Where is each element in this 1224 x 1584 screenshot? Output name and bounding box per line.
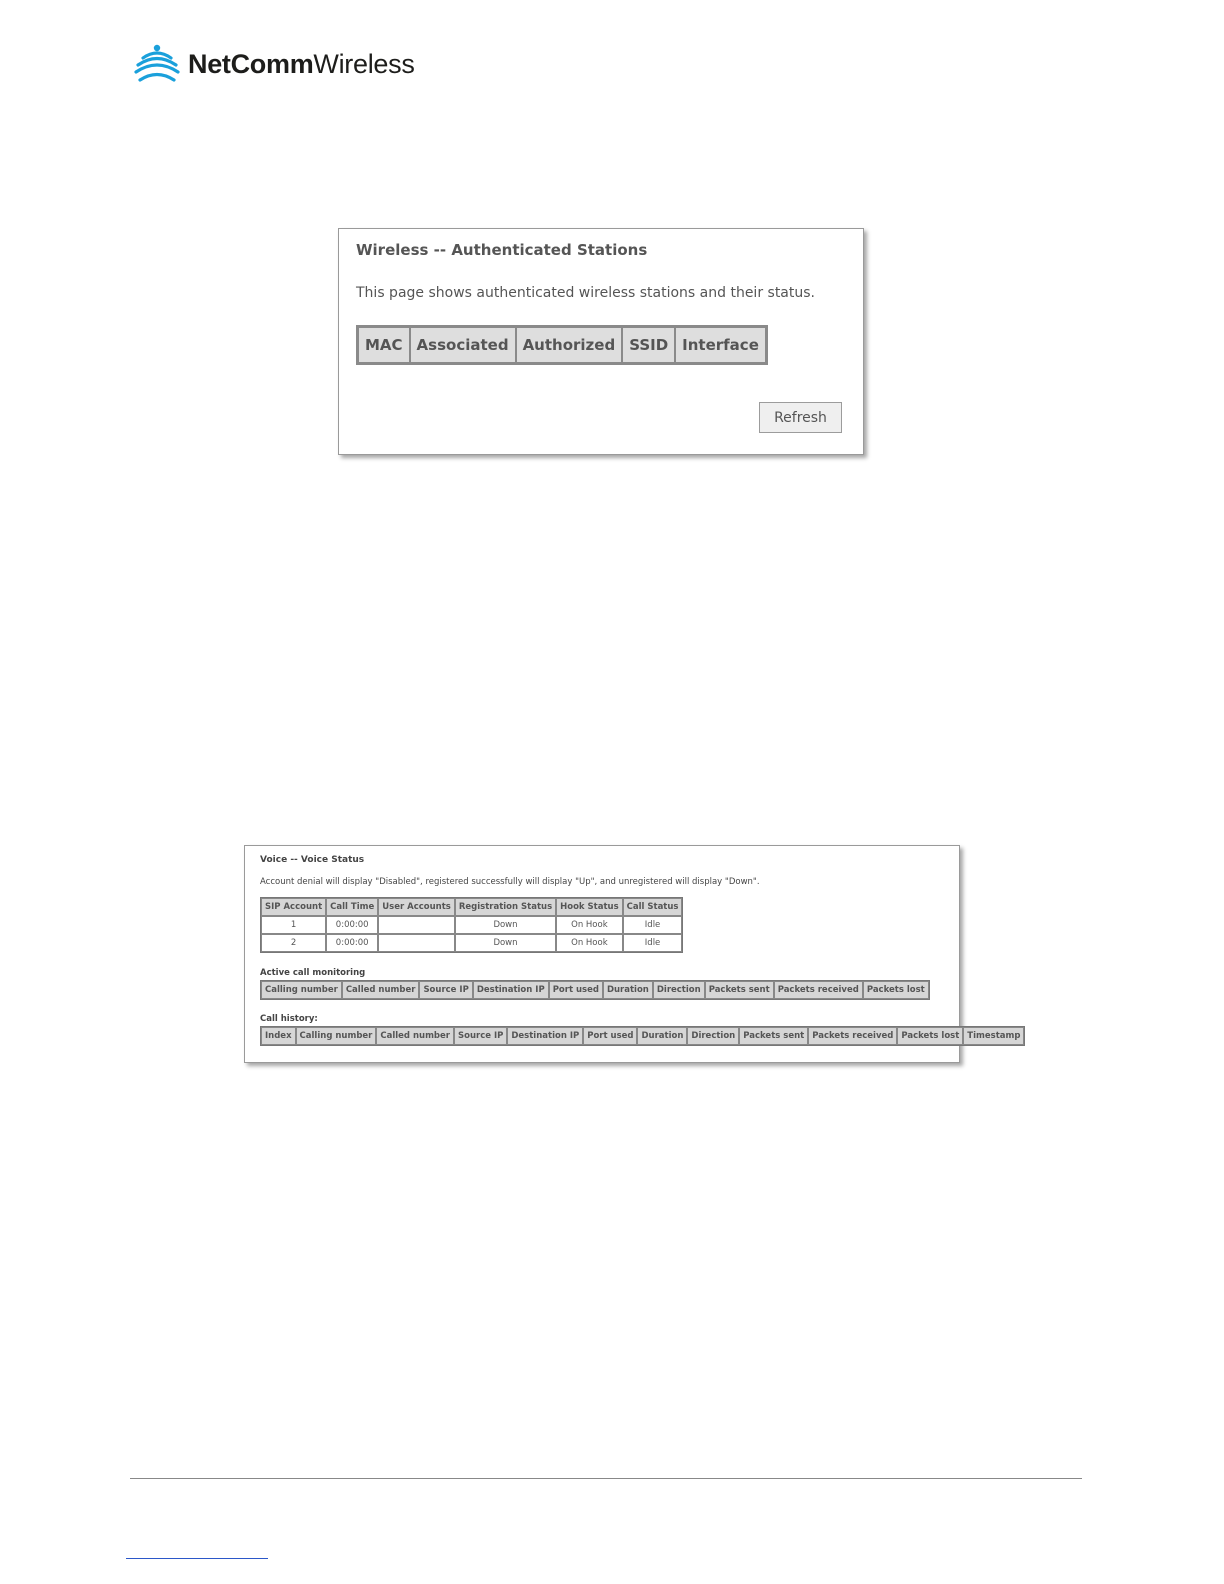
column-header-packets-received: Packets received (808, 1027, 897, 1045)
column-header-mac: MAC (358, 327, 410, 363)
stations-table (356, 325, 768, 365)
column-header-registration-status: Registration Status (455, 898, 556, 916)
cell-call-time: 0:00:00 (326, 934, 378, 952)
cell-sip-account: 2 (261, 934, 326, 952)
table-header-row (358, 327, 766, 363)
column-header-packets-received: Packets received (774, 981, 863, 999)
column-header-direction: Direction (687, 1027, 739, 1045)
column-header-index: Index (261, 1027, 296, 1045)
voice-status-panel (244, 845, 1021, 1063)
column-header-associated: Associated (410, 327, 516, 363)
cell-user-accounts (378, 916, 455, 934)
column-header-user-accounts: User Accounts (378, 898, 455, 916)
column-header-call-time: Call Time (326, 898, 378, 916)
column-header-source-ip: Source IP (454, 1027, 507, 1045)
column-header-call-status: Call Status (623, 898, 683, 916)
column-header-direction: Direction (653, 981, 705, 999)
column-header-calling-number: Calling number (296, 1027, 377, 1045)
column-header-packets-lost: Packets lost (897, 1027, 963, 1045)
column-header-sip-account: SIP Account (261, 898, 326, 916)
column-header-interface: Interface (675, 327, 766, 363)
cell-call-status: Idle (623, 916, 683, 934)
cell-hook-status: On Hook (556, 934, 623, 952)
column-header-port-used: Port used (549, 981, 603, 999)
page-description: This page shows authenticated wireless stations and their status. (356, 285, 815, 301)
column-header-packets-sent: Packets sent (739, 1027, 808, 1045)
column-header-hook-status: Hook Status (556, 898, 623, 916)
column-header-duration: Duration (637, 1027, 687, 1045)
active-call-monitoring-label: Active call monitoring (260, 968, 366, 978)
cell-call-time: 0:00:00 (326, 916, 378, 934)
column-header-calling-number: Calling number (261, 981, 342, 999)
logo-wordmark (188, 48, 415, 79)
page-title: Wireless -- Authenticated Stations (356, 241, 648, 259)
column-header-packets-lost: Packets lost (863, 981, 929, 999)
voice-page-title: Voice -- Voice Status (260, 855, 365, 865)
table-header-row (261, 981, 929, 999)
footer-divider (130, 1478, 1082, 1479)
netcomm-logo (134, 42, 415, 86)
cell-hook-status: On Hook (556, 916, 623, 934)
column-header-authorized: Authorized (516, 327, 623, 363)
active-call-table (260, 980, 930, 1000)
column-header-destination-ip: Destination IP (507, 1027, 583, 1045)
cell-registration-status: Down (455, 934, 556, 952)
column-header-duration: Duration (603, 981, 653, 999)
call-history-table (260, 1026, 1025, 1046)
column-header-destination-ip: Destination IP (473, 981, 549, 999)
wireless-stations-panel (338, 228, 864, 455)
refresh-button[interactable]: Refresh (759, 402, 842, 433)
table-header-row (261, 1027, 1024, 1045)
cell-user-accounts (378, 934, 455, 952)
column-header-called-number: Called number (376, 1027, 454, 1045)
logo-brand-bold: NetComm (188, 48, 314, 79)
column-header-ssid: SSID (622, 327, 675, 363)
column-header-packets-sent: Packets sent (705, 981, 774, 999)
voice-page-description: Account denial will display "Disabled", registered successfully will display "Up", and unregistered will display "Down". (260, 877, 760, 887)
cell-sip-account: 1 (261, 916, 326, 934)
column-header-source-ip: Source IP (419, 981, 472, 999)
footer-link-underline[interactable] (126, 1558, 268, 1559)
logo-brand-light: Wireless (313, 48, 415, 79)
table-row (261, 934, 682, 952)
column-header-called-number: Called number (342, 981, 420, 999)
table-header-row (261, 898, 682, 916)
cell-call-status: Idle (623, 934, 683, 952)
sip-status-table (260, 897, 683, 953)
wifi-signal-icon (134, 42, 180, 86)
cell-registration-status: Down (455, 916, 556, 934)
column-header-port-used: Port used (583, 1027, 637, 1045)
call-history-label: Call history: (260, 1014, 318, 1024)
table-row (261, 916, 682, 934)
column-header-timestamp: Timestamp (963, 1027, 1024, 1045)
